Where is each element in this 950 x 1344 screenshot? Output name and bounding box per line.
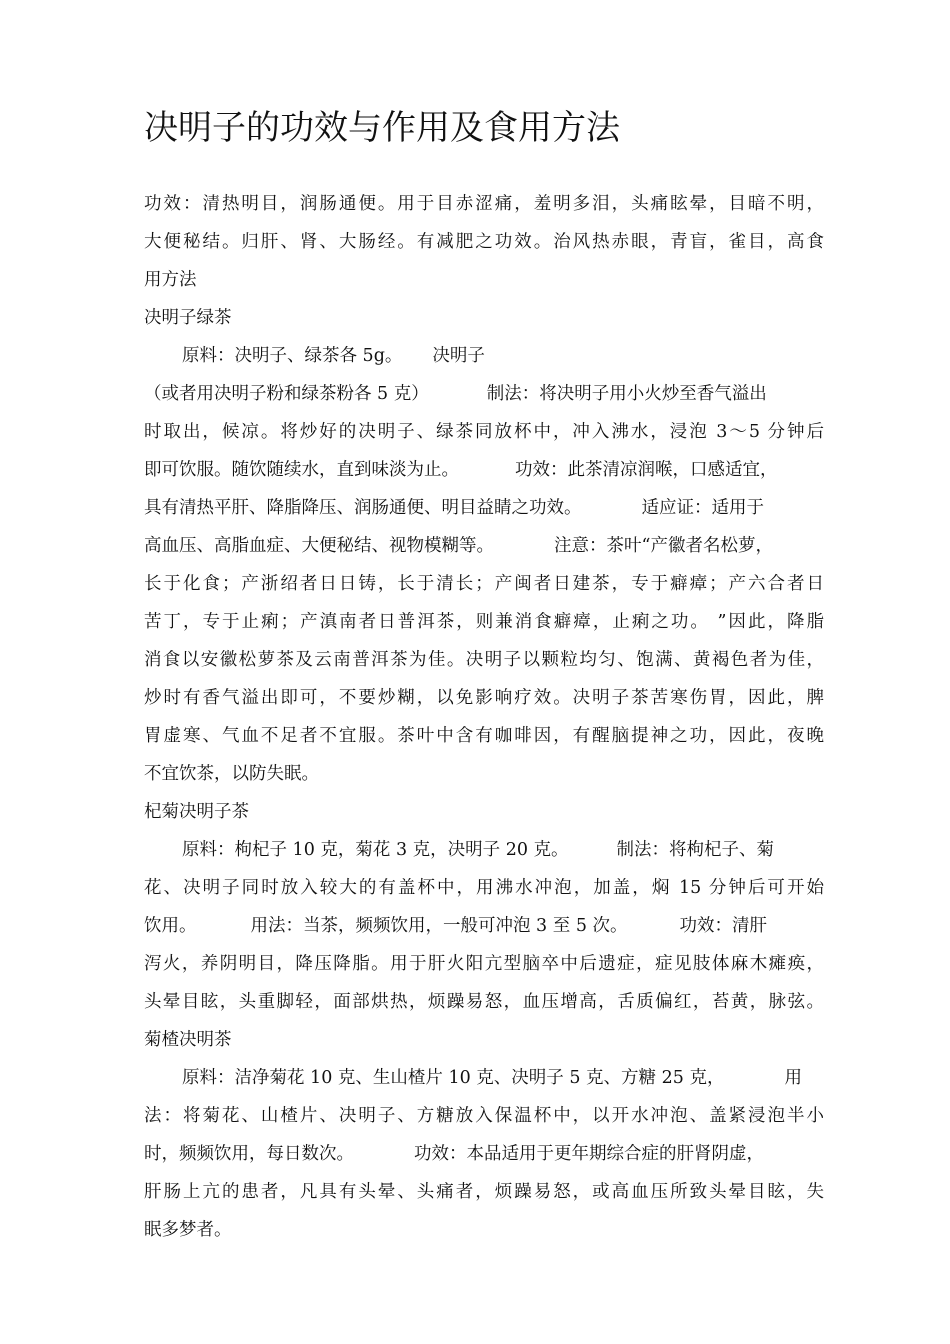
text-segment: 决明子 bbox=[432, 346, 485, 366]
text-line bbox=[144, 1140, 824, 1168]
text-line: 功效：清热明目，润肠通便。用于目赤涩痛，羞明多泪，头痛眩晕，目暗不明， bbox=[144, 194, 824, 214]
text-line: 苦丁，专于止痢；产滇南者日普洱茶，则兼消食癖瘴，止痢之功。 ”因此，降脂 bbox=[144, 612, 824, 632]
text-segment: 用法：当茶，频频饮用，一般可冲泡 3 至 5 次。 bbox=[250, 916, 628, 936]
text-segment: 时，频频饮用，每日数次。 bbox=[144, 1144, 354, 1164]
text-segment: 饮用。 bbox=[144, 916, 197, 936]
text-segment: 原料：决明子、绿茶各 5g。 bbox=[182, 346, 403, 366]
text-line bbox=[144, 836, 824, 864]
text-segment: 适应证：适用于 bbox=[641, 498, 764, 518]
text-line: 头晕目眩，头重脚轻，面部烘热，烦躁易怒，血压增高，舌质偏红，苔黄，脉弦。 bbox=[144, 992, 824, 1012]
text-segment: 高血压、高脂血症、大便秘结、视物模糊等。 bbox=[144, 536, 494, 556]
text-segment: 具有清热平肝、降脂降压、润肠通便、明目益睛之功效。 bbox=[144, 498, 582, 518]
section-heading: 决明子绿茶 bbox=[144, 308, 232, 328]
section-heading: 杞菊决明子茶 bbox=[144, 802, 249, 822]
text-line: 炒时有香气溢出即可，不要炒糊，以免影响疗效。决明子茶苦寒伤胃，因此，脾 bbox=[144, 688, 824, 708]
text-line: 消食以安徽松萝茶及云南普洱茶为佳。决明子以颗粒均匀、饱满、黄褐色者为佳， bbox=[144, 650, 824, 670]
text-segment: 制法：将枸杞子、菊 bbox=[616, 840, 775, 860]
text-segment: 注意：茶叶“产徽者名松萝， bbox=[554, 536, 773, 556]
page-title: 决明子的功效与作用及食用方法 bbox=[144, 108, 620, 148]
text-segment: 即可饮服。随饮随续水，直到味淡为止。 bbox=[144, 460, 459, 480]
text-segment: 功效：本品适用于更年期综合症的肝肾阴虚， bbox=[414, 1144, 764, 1164]
text-line bbox=[144, 380, 824, 408]
text-line bbox=[144, 342, 824, 370]
text-line: 大便秘结。归肝、肾、大肠经。有减肥之功效。治风热赤眼，青盲，雀目，高食 bbox=[144, 232, 824, 252]
text-line bbox=[144, 912, 824, 940]
text-line: 法：将菊花、山楂片、决明子、方糖放入保温杯中，以开水冲泡、盖紧浸泡半小 bbox=[144, 1106, 824, 1126]
text-line bbox=[144, 494, 824, 522]
text-line: 眠多梦者。 bbox=[144, 1220, 232, 1240]
text-segment: （或者用决明子粉和绿茶粉各 5 克） bbox=[144, 384, 429, 404]
text-segment: 原料：枸杞子 10 克，菊花 3 克，决明子 20 克。 bbox=[182, 840, 569, 860]
text-segment: 功效：清肝 bbox=[679, 916, 768, 936]
text-line: 泻火，养阴明目，降压降脂。用于肝火阳亢型脑卒中后遗症，症见肢体麻木瘫痪， bbox=[144, 954, 824, 974]
text-line bbox=[144, 456, 824, 484]
text-line: 胃虚寒、气血不足者不宜服。茶叶中含有咖啡因，有醒脑提神之功，因此，夜晚 bbox=[144, 726, 824, 746]
text-line bbox=[144, 1064, 824, 1092]
text-line: 花、决明子同时放入较大的有盖杯中，用沸水冲泡，加盖，焖 15 分钟后可开始 bbox=[144, 878, 824, 898]
text-segment: 原料：洁净菊花 10 克、生山楂片 10 克、决明子 5 克、方糖 25 克， bbox=[182, 1068, 725, 1088]
text-line bbox=[144, 532, 824, 560]
text-line: 时取出，候凉。将炒好的决明子、绿茶同放杯中，冲入沸水，浸泡 3～5 分钟后 bbox=[144, 422, 824, 442]
text-line: 肝肠上亢的患者，凡具有头晕、头痛者，烦躁易怒，或高血压所致头晕目眩，失 bbox=[144, 1182, 824, 1202]
text-line: 长于化食；产浙绍者日日铸，长于清长；产闽者日建茶，专于癖瘴；产六合者日 bbox=[144, 574, 824, 594]
text-segment: 制法：将决明子用小火炒至香气溢出 bbox=[486, 384, 767, 404]
text-segment: 功效：此茶清凉润喉，口感适宜， bbox=[515, 460, 778, 480]
text-line: 用方法 bbox=[144, 270, 197, 290]
text-segment: 用 bbox=[784, 1068, 802, 1088]
text-line: 不宜饮茶，以防失眠。 bbox=[144, 764, 319, 784]
section-heading: 菊楂决明茶 bbox=[144, 1030, 232, 1050]
